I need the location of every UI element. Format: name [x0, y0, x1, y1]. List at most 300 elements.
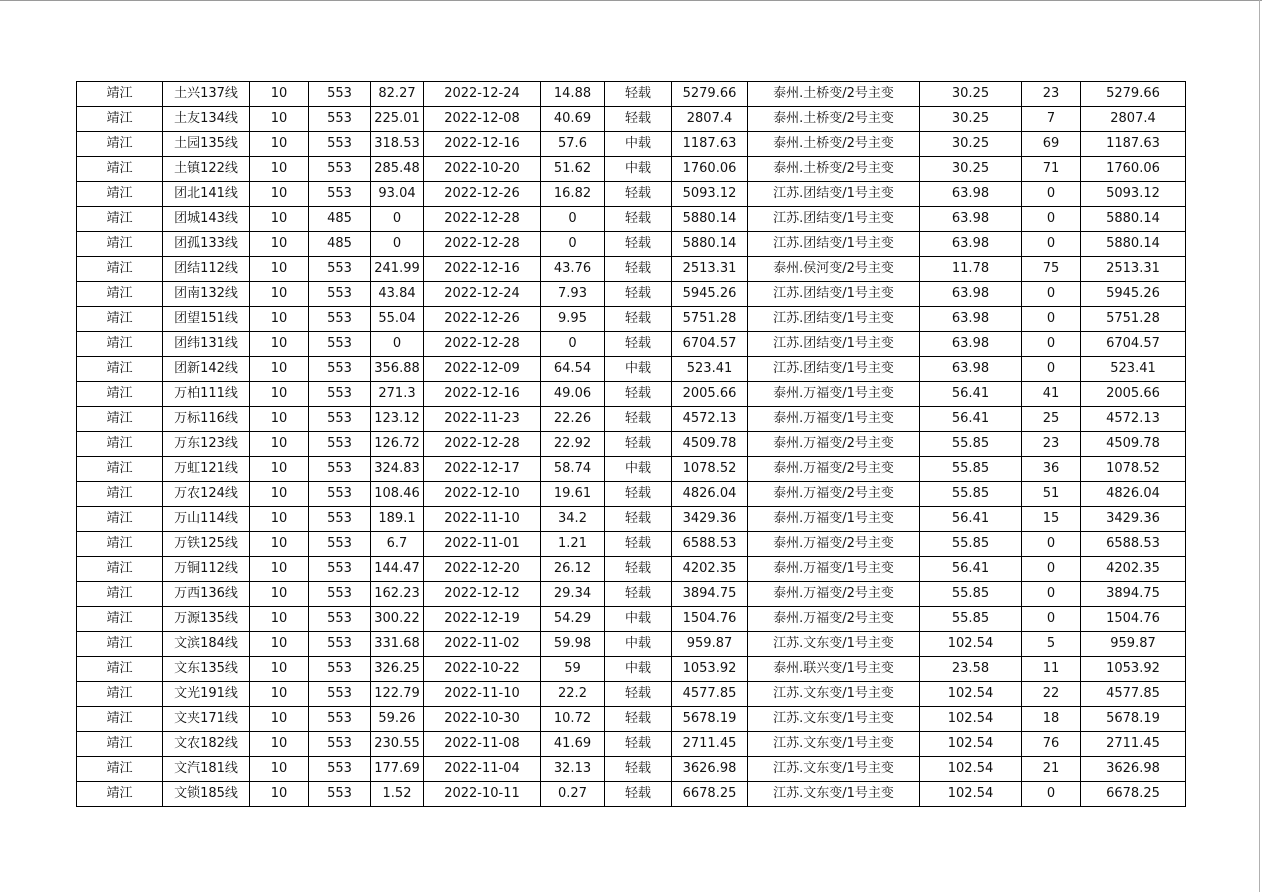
capacity-cell: 553 [309, 407, 371, 432]
load-status-cell: 轻载 [605, 757, 672, 782]
max-load-cell: 300.22 [371, 607, 424, 632]
max-load-cell: 1.52 [371, 782, 424, 807]
line-name-cell: 万源135线 [163, 607, 250, 632]
load-status-cell: 中载 [605, 132, 672, 157]
user-count-cell: 0 [1022, 332, 1081, 357]
line-name-cell: 文汽181线 [163, 757, 250, 782]
substation-load-rate-cell: 63.98 [920, 282, 1022, 307]
table-row [77, 457, 1186, 482]
date-cell: 2022-12-28 [424, 207, 541, 232]
table-row [77, 632, 1186, 657]
city-cell: 靖江 [77, 507, 163, 532]
capacity-cell: 553 [309, 607, 371, 632]
substation-cell: 泰州.联兴变/1号主变 [748, 657, 920, 682]
load-rate-cell: 9.95 [541, 307, 605, 332]
substation-cell: 江苏.文东变/1号主变 [748, 682, 920, 707]
substation-cell: 泰州.侯河变/2号主变 [748, 257, 920, 282]
voltage-cell: 10 [250, 732, 309, 757]
load-rate-cell: 10.72 [541, 707, 605, 732]
capacity-cell: 553 [309, 257, 371, 282]
substation-load-rate-cell: 102.54 [920, 757, 1022, 782]
substation-load-rate-cell: 30.25 [920, 157, 1022, 182]
spare-capacity-cell: 3626.98 [672, 757, 748, 782]
city-cell: 靖江 [77, 582, 163, 607]
table-row [77, 557, 1186, 582]
max-load-cell: 6.7 [371, 532, 424, 557]
load-status-cell: 中载 [605, 357, 672, 382]
substation-cell: 泰州.土桥变/2号主变 [748, 132, 920, 157]
substation-cell: 江苏.团结变/1号主变 [748, 357, 920, 382]
voltage-cell: 10 [250, 607, 309, 632]
line-name-cell: 团北141线 [163, 182, 250, 207]
load-rate-cell: 40.69 [541, 107, 605, 132]
load-rate-cell: 58.74 [541, 457, 605, 482]
table-row [77, 707, 1186, 732]
city-cell: 靖江 [77, 707, 163, 732]
available-capacity-cell: 5945.26 [1081, 282, 1186, 307]
line-name-cell: 万农124线 [163, 482, 250, 507]
line-name-cell: 土兴137线 [163, 82, 250, 107]
date-cell: 2022-12-24 [424, 282, 541, 307]
substation-cell: 江苏.文东变/1号主变 [748, 632, 920, 657]
spare-capacity-cell: 5945.26 [672, 282, 748, 307]
load-status-cell: 轻载 [605, 207, 672, 232]
substation-load-rate-cell: 56.41 [920, 507, 1022, 532]
load-status-cell: 轻载 [605, 532, 672, 557]
user-count-cell: 41 [1022, 382, 1081, 407]
user-count-cell: 76 [1022, 732, 1081, 757]
available-capacity-cell: 4572.13 [1081, 407, 1186, 432]
substation-cell: 江苏.文东变/1号主变 [748, 757, 920, 782]
available-capacity-cell: 4826.04 [1081, 482, 1186, 507]
substation-load-rate-cell: 56.41 [920, 407, 1022, 432]
date-cell: 2022-12-09 [424, 357, 541, 382]
table-row [77, 307, 1186, 332]
max-load-cell: 59.26 [371, 707, 424, 732]
user-count-cell: 69 [1022, 132, 1081, 157]
substation-load-rate-cell: 102.54 [920, 682, 1022, 707]
voltage-cell: 10 [250, 482, 309, 507]
load-rate-cell: 14.88 [541, 82, 605, 107]
city-cell: 靖江 [77, 632, 163, 657]
voltage-cell: 10 [250, 782, 309, 807]
available-capacity-cell: 3894.75 [1081, 582, 1186, 607]
capacity-cell: 553 [309, 132, 371, 157]
load-status-cell: 轻载 [605, 707, 672, 732]
load-status-cell: 轻载 [605, 507, 672, 532]
spare-capacity-cell: 5880.14 [672, 232, 748, 257]
substation-load-rate-cell: 102.54 [920, 782, 1022, 807]
capacity-cell: 553 [309, 632, 371, 657]
available-capacity-cell: 4509.78 [1081, 432, 1186, 457]
available-capacity-cell: 6588.53 [1081, 532, 1186, 557]
load-rate-cell: 16.82 [541, 182, 605, 207]
spare-capacity-cell: 3894.75 [672, 582, 748, 607]
date-cell: 2022-12-19 [424, 607, 541, 632]
line-name-cell: 团城143线 [163, 207, 250, 232]
load-rate-cell: 49.06 [541, 382, 605, 407]
table-row [77, 482, 1186, 507]
substation-load-rate-cell: 30.25 [920, 132, 1022, 157]
capacity-cell: 553 [309, 432, 371, 457]
max-load-cell: 230.55 [371, 732, 424, 757]
max-load-cell: 43.84 [371, 282, 424, 307]
load-rate-cell: 54.29 [541, 607, 605, 632]
spare-capacity-cell: 2513.31 [672, 257, 748, 282]
spare-capacity-cell: 5279.66 [672, 82, 748, 107]
substation-cell: 江苏.团结变/1号主变 [748, 182, 920, 207]
date-cell: 2022-11-08 [424, 732, 541, 757]
user-count-cell: 25 [1022, 407, 1081, 432]
date-cell: 2022-12-16 [424, 132, 541, 157]
substation-cell: 泰州.万福变/1号主变 [748, 557, 920, 582]
spare-capacity-cell: 523.41 [672, 357, 748, 382]
city-cell: 靖江 [77, 557, 163, 582]
max-load-cell: 324.83 [371, 457, 424, 482]
load-status-cell: 中载 [605, 157, 672, 182]
voltage-cell: 10 [250, 757, 309, 782]
line-name-cell: 团望151线 [163, 307, 250, 332]
capacity-cell: 553 [309, 757, 371, 782]
substation-load-rate-cell: 30.25 [920, 82, 1022, 107]
spare-capacity-cell: 959.87 [672, 632, 748, 657]
load-status-cell: 轻载 [605, 432, 672, 457]
load-status-cell: 轻载 [605, 182, 672, 207]
line-name-cell: 团孤133线 [163, 232, 250, 257]
load-rate-cell: 59.98 [541, 632, 605, 657]
date-cell: 2022-10-22 [424, 657, 541, 682]
user-count-cell: 0 [1022, 357, 1081, 382]
spare-capacity-cell: 5093.12 [672, 182, 748, 207]
available-capacity-cell: 5880.14 [1081, 207, 1186, 232]
available-capacity-cell: 2513.31 [1081, 257, 1186, 282]
spare-capacity-cell: 4826.04 [672, 482, 748, 507]
available-capacity-cell: 3626.98 [1081, 757, 1186, 782]
load-rate-cell: 51.62 [541, 157, 605, 182]
load-rate-cell: 0 [541, 207, 605, 232]
line-name-cell: 文农182线 [163, 732, 250, 757]
substation-cell: 江苏.团结变/1号主变 [748, 307, 920, 332]
available-capacity-cell: 1187.63 [1081, 132, 1186, 157]
city-cell: 靖江 [77, 757, 163, 782]
capacity-cell: 553 [309, 707, 371, 732]
load-rate-cell: 34.2 [541, 507, 605, 532]
table-row [77, 357, 1186, 382]
user-count-cell: 0 [1022, 232, 1081, 257]
user-count-cell: 75 [1022, 257, 1081, 282]
city-cell: 靖江 [77, 357, 163, 382]
substation-cell: 江苏.文东变/1号主变 [748, 707, 920, 732]
capacity-cell: 553 [309, 482, 371, 507]
voltage-cell: 10 [250, 282, 309, 307]
available-capacity-cell: 5751.28 [1081, 307, 1186, 332]
voltage-cell: 10 [250, 707, 309, 732]
spare-capacity-cell: 5880.14 [672, 207, 748, 232]
voltage-cell: 10 [250, 107, 309, 132]
city-cell: 靖江 [77, 257, 163, 282]
table-row [77, 757, 1186, 782]
line-name-cell: 文光191线 [163, 682, 250, 707]
table-row [77, 107, 1186, 132]
capacity-cell: 553 [309, 682, 371, 707]
load-status-cell: 中载 [605, 632, 672, 657]
line-name-cell: 万标116线 [163, 407, 250, 432]
user-count-cell: 23 [1022, 82, 1081, 107]
substation-cell: 泰州.万福变/1号主变 [748, 507, 920, 532]
max-load-cell: 271.3 [371, 382, 424, 407]
city-cell: 靖江 [77, 157, 163, 182]
voltage-cell: 10 [250, 632, 309, 657]
city-cell: 靖江 [77, 282, 163, 307]
table-row [77, 407, 1186, 432]
substation-cell: 泰州.土桥变/2号主变 [748, 107, 920, 132]
spare-capacity-cell: 1187.63 [672, 132, 748, 157]
city-cell: 靖江 [77, 82, 163, 107]
substation-load-rate-cell: 55.85 [920, 457, 1022, 482]
max-load-cell: 0 [371, 232, 424, 257]
date-cell: 2022-11-02 [424, 632, 541, 657]
max-load-cell: 0 [371, 332, 424, 357]
capacity-cell: 553 [309, 582, 371, 607]
max-load-cell: 144.47 [371, 557, 424, 582]
load-status-cell: 轻载 [605, 307, 672, 332]
capacity-cell: 553 [309, 282, 371, 307]
load-rate-cell: 26.12 [541, 557, 605, 582]
date-cell: 2022-12-28 [424, 232, 541, 257]
capacity-cell: 553 [309, 457, 371, 482]
capacity-cell: 553 [309, 157, 371, 182]
date-cell: 2022-11-01 [424, 532, 541, 557]
available-capacity-cell: 3429.36 [1081, 507, 1186, 532]
spare-capacity-cell: 1504.76 [672, 607, 748, 632]
spare-capacity-cell: 2005.66 [672, 382, 748, 407]
substation-cell: 江苏.文东变/1号主变 [748, 732, 920, 757]
available-capacity-cell: 2807.4 [1081, 107, 1186, 132]
city-cell: 靖江 [77, 382, 163, 407]
city-cell: 靖江 [77, 457, 163, 482]
substation-cell: 泰州.万福变/2号主变 [748, 432, 920, 457]
page-right-edge [1259, 0, 1260, 892]
line-name-cell: 文东135线 [163, 657, 250, 682]
load-status-cell: 轻载 [605, 107, 672, 132]
load-status-cell: 中载 [605, 657, 672, 682]
max-load-cell: 162.23 [371, 582, 424, 607]
date-cell: 2022-12-20 [424, 557, 541, 582]
date-cell: 2022-10-20 [424, 157, 541, 182]
capacity-cell: 553 [309, 107, 371, 132]
user-count-cell: 0 [1022, 782, 1081, 807]
voltage-cell: 10 [250, 182, 309, 207]
max-load-cell: 108.46 [371, 482, 424, 507]
available-capacity-cell: 1504.76 [1081, 607, 1186, 632]
capacity-cell: 553 [309, 332, 371, 357]
capacity-cell: 553 [309, 382, 371, 407]
user-count-cell: 51 [1022, 482, 1081, 507]
max-load-cell: 126.72 [371, 432, 424, 457]
load-status-cell: 轻载 [605, 407, 672, 432]
max-load-cell: 225.01 [371, 107, 424, 132]
voltage-cell: 10 [250, 132, 309, 157]
date-cell: 2022-11-10 [424, 507, 541, 532]
capacity-cell: 553 [309, 732, 371, 757]
load-rate-cell: 22.2 [541, 682, 605, 707]
table-row [77, 507, 1186, 532]
available-capacity-cell: 523.41 [1081, 357, 1186, 382]
substation-load-rate-cell: 63.98 [920, 182, 1022, 207]
capacity-cell: 553 [309, 182, 371, 207]
line-name-cell: 万铁125线 [163, 532, 250, 557]
spare-capacity-cell: 5751.28 [672, 307, 748, 332]
user-count-cell: 0 [1022, 532, 1081, 557]
line-name-cell: 团新142线 [163, 357, 250, 382]
spare-capacity-cell: 2807.4 [672, 107, 748, 132]
substation-cell: 泰州.万福变/1号主变 [748, 407, 920, 432]
capacity-cell: 553 [309, 532, 371, 557]
available-capacity-cell: 6678.25 [1081, 782, 1186, 807]
available-capacity-cell: 5279.66 [1081, 82, 1186, 107]
city-cell: 靖江 [77, 432, 163, 457]
substation-load-rate-cell: 63.98 [920, 207, 1022, 232]
spare-capacity-cell: 1078.52 [672, 457, 748, 482]
load-status-cell: 中载 [605, 607, 672, 632]
available-capacity-cell: 2005.66 [1081, 382, 1186, 407]
substation-load-rate-cell: 102.54 [920, 732, 1022, 757]
substation-load-rate-cell: 55.85 [920, 482, 1022, 507]
load-status-cell: 轻载 [605, 782, 672, 807]
spare-capacity-cell: 2711.45 [672, 732, 748, 757]
max-load-cell: 356.88 [371, 357, 424, 382]
load-status-cell: 轻载 [605, 557, 672, 582]
line-name-cell: 文锁185线 [163, 782, 250, 807]
voltage-cell: 10 [250, 507, 309, 532]
voltage-cell: 10 [250, 532, 309, 557]
city-cell: 靖江 [77, 482, 163, 507]
substation-load-rate-cell: 63.98 [920, 232, 1022, 257]
load-status-cell: 轻载 [605, 82, 672, 107]
table-row [77, 732, 1186, 757]
spare-capacity-cell: 6678.25 [672, 782, 748, 807]
load-rate-cell: 41.69 [541, 732, 605, 757]
load-rate-cell: 0.27 [541, 782, 605, 807]
user-count-cell: 7 [1022, 107, 1081, 132]
substation-load-rate-cell: 11.78 [920, 257, 1022, 282]
voltage-cell: 10 [250, 682, 309, 707]
substation-load-rate-cell: 102.54 [920, 632, 1022, 657]
table-row [77, 432, 1186, 457]
load-rate-cell: 29.34 [541, 582, 605, 607]
line-name-cell: 万铜112线 [163, 557, 250, 582]
city-cell: 靖江 [77, 107, 163, 132]
date-cell: 2022-12-08 [424, 107, 541, 132]
city-cell: 靖江 [77, 532, 163, 557]
voltage-cell: 10 [250, 657, 309, 682]
load-status-cell: 轻载 [605, 232, 672, 257]
voltage-cell: 10 [250, 232, 309, 257]
load-rate-cell: 0 [541, 332, 605, 357]
max-load-cell: 285.48 [371, 157, 424, 182]
date-cell: 2022-11-10 [424, 682, 541, 707]
spare-capacity-cell: 1760.06 [672, 157, 748, 182]
substation-load-rate-cell: 63.98 [920, 357, 1022, 382]
max-load-cell: 241.99 [371, 257, 424, 282]
table-row [77, 582, 1186, 607]
city-cell: 靖江 [77, 232, 163, 257]
table-row [77, 257, 1186, 282]
voltage-cell: 10 [250, 557, 309, 582]
load-status-cell: 中载 [605, 457, 672, 482]
capacity-cell: 553 [309, 357, 371, 382]
voltage-cell: 10 [250, 357, 309, 382]
load-rate-cell: 7.93 [541, 282, 605, 307]
voltage-cell: 10 [250, 207, 309, 232]
load-rate-cell: 32.13 [541, 757, 605, 782]
line-name-cell: 文夹171线 [163, 707, 250, 732]
spare-capacity-cell: 4509.78 [672, 432, 748, 457]
load-rate-cell: 22.26 [541, 407, 605, 432]
substation-load-rate-cell: 63.98 [920, 332, 1022, 357]
available-capacity-cell: 4577.85 [1081, 682, 1186, 707]
max-load-cell: 189.1 [371, 507, 424, 532]
max-load-cell: 55.04 [371, 307, 424, 332]
date-cell: 2022-12-17 [424, 457, 541, 482]
line-name-cell: 万柏111线 [163, 382, 250, 407]
load-rate-cell: 22.92 [541, 432, 605, 457]
load-status-cell: 轻载 [605, 482, 672, 507]
voltage-cell: 10 [250, 582, 309, 607]
voltage-cell: 10 [250, 82, 309, 107]
max-load-cell: 82.27 [371, 82, 424, 107]
line-name-cell: 团南132线 [163, 282, 250, 307]
capacity-cell: 553 [309, 657, 371, 682]
substation-load-rate-cell: 55.85 [920, 582, 1022, 607]
substation-cell: 泰州.万福变/2号主变 [748, 532, 920, 557]
max-load-cell: 123.12 [371, 407, 424, 432]
load-rate-cell: 0 [541, 232, 605, 257]
city-cell: 靖江 [77, 207, 163, 232]
city-cell: 靖江 [77, 132, 163, 157]
voltage-cell: 10 [250, 332, 309, 357]
capacity-cell: 553 [309, 507, 371, 532]
table-row [77, 157, 1186, 182]
load-rate-cell: 57.6 [541, 132, 605, 157]
substation-cell: 江苏.团结变/1号主变 [748, 282, 920, 307]
available-capacity-cell: 1760.06 [1081, 157, 1186, 182]
substation-cell: 泰州.万福变/2号主变 [748, 582, 920, 607]
load-status-cell: 轻载 [605, 257, 672, 282]
date-cell: 2022-12-28 [424, 432, 541, 457]
substation-cell: 江苏.团结变/1号主变 [748, 332, 920, 357]
substation-load-rate-cell: 23.58 [920, 657, 1022, 682]
substation-cell: 泰州.万福变/1号主变 [748, 382, 920, 407]
city-cell: 靖江 [77, 657, 163, 682]
page-top-edge [0, 0, 1262, 1]
max-load-cell: 122.79 [371, 682, 424, 707]
capacity-cell: 553 [309, 307, 371, 332]
table-row [77, 782, 1186, 807]
available-capacity-cell: 959.87 [1081, 632, 1186, 657]
voltage-cell: 10 [250, 457, 309, 482]
table-row [77, 82, 1186, 107]
city-cell: 靖江 [77, 682, 163, 707]
capacity-cell: 485 [309, 207, 371, 232]
line-name-cell: 土镇122线 [163, 157, 250, 182]
city-cell: 靖江 [77, 332, 163, 357]
substation-load-rate-cell: 55.85 [920, 432, 1022, 457]
date-cell: 2022-12-16 [424, 382, 541, 407]
load-rate-cell: 43.76 [541, 257, 605, 282]
substation-load-rate-cell: 63.98 [920, 307, 1022, 332]
voltage-cell: 10 [250, 382, 309, 407]
